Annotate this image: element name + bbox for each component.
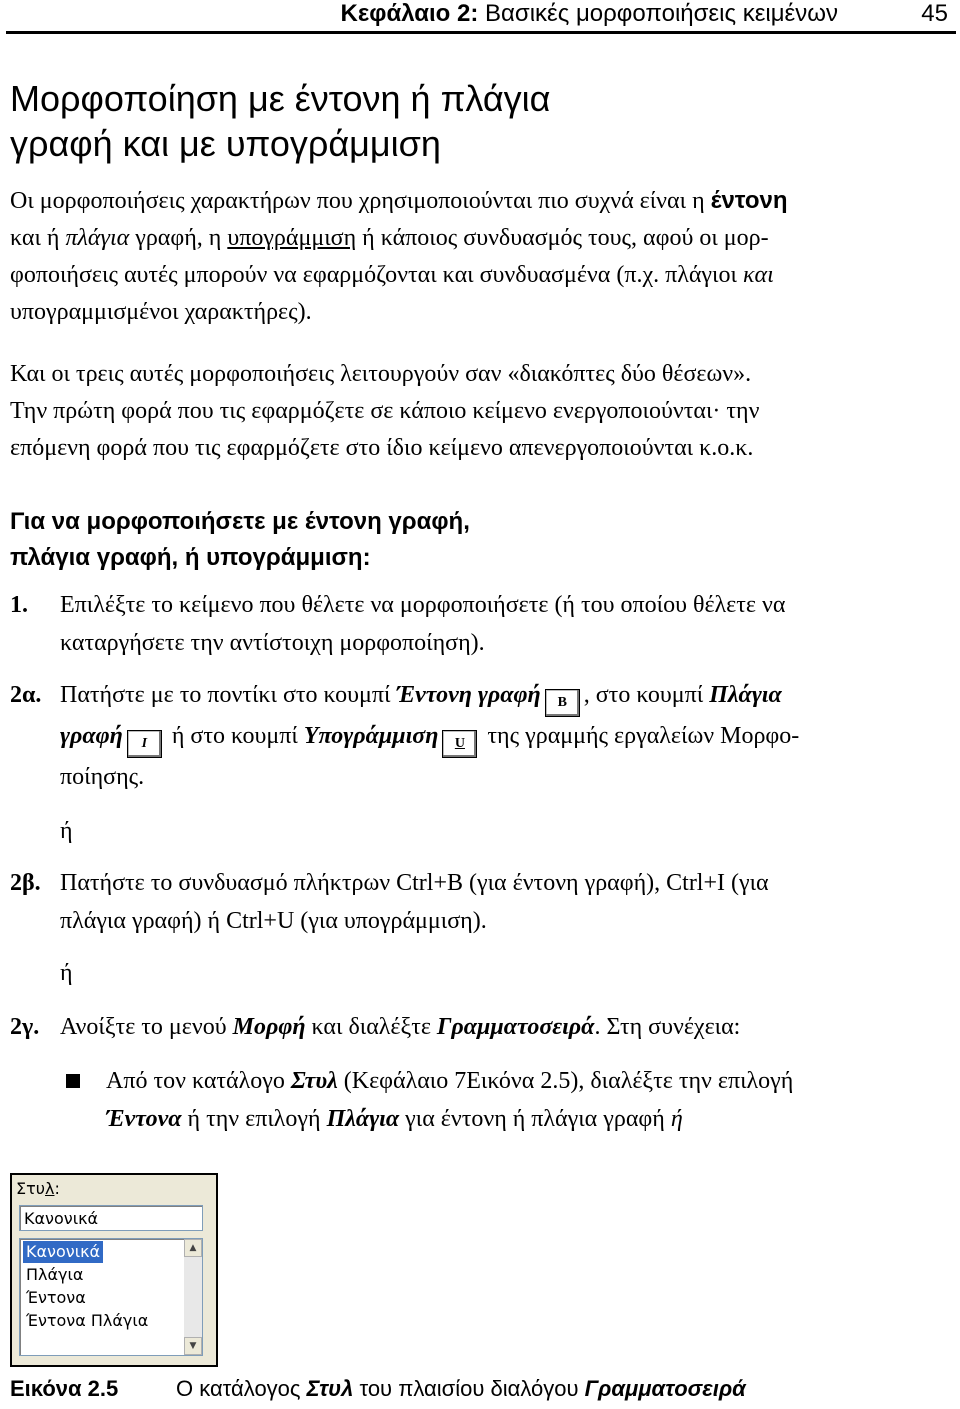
chapter-title <box>341 0 838 28</box>
style-input[interactable]: Κανονικά <box>19 1205 203 1231</box>
chapter-number: Κεφάλαιο 2: <box>340 0 479 27</box>
intro-line: Οι μορφοποιήσεις χαρακτήρων που χρησιμοποιούνται πιο συχνά είναι η έντονη <box>10 187 788 214</box>
step-2a: 2α. Πατήστε με το ποντίκι στο κουμπί Έντονη γραφή B , στο κουμπί Πλάγια γραφή I ή στο κουμπί Υπογράμμιση U της γραμμής εργαλείων Μορφο- ποίησης. <box>10 676 955 796</box>
figure-number: Εικόνα 2.5 <box>10 1376 119 1401</box>
or-separator: ή <box>60 818 73 844</box>
list-item[interactable]: Έντονα <box>26 1288 86 1307</box>
list-item[interactable]: Έντονα Πλάγια <box>26 1311 149 1330</box>
page-header <box>0 0 958 30</box>
list-item[interactable]: Κανονικά <box>23 1241 103 1263</box>
style-listbox[interactable] <box>19 1238 203 1356</box>
step-2c: 2γ. Ανοίξτε το μενού Μορφή και διαλέξτε Γραμματοσειρά. Στη συνέχεια: <box>10 1008 955 1048</box>
menu-name: Μορφή <box>232 1014 306 1040</box>
list-item[interactable]: Πλάγια <box>26 1265 84 1284</box>
scroll-up-icon[interactable]: ▲ <box>184 1239 202 1257</box>
underline-example: υπογράμμιση <box>227 225 357 251</box>
italic-icon: I <box>127 730 162 758</box>
or-separator: ή <box>60 960 73 986</box>
bold-example: έντονη <box>710 187 788 214</box>
header-rule <box>6 31 956 34</box>
scroll-down-icon[interactable]: ▼ <box>184 1337 202 1355</box>
bullet-square-icon <box>66 1074 80 1088</box>
procedure-heading: Για να μορφοποιήσετε με έντονη γραφή, πλάγια γραφή, ή υπογράμμιση: <box>10 508 470 571</box>
scrollbar[interactable] <box>184 1239 202 1355</box>
style-label: Στυλ: <box>16 1179 60 1198</box>
italic-example: πλάγια <box>65 225 130 251</box>
step-number: 2β. <box>10 870 41 896</box>
step-number: 2α. <box>10 682 42 708</box>
intro-line: υπογραμμισμένοι χαρακτήρες). <box>10 299 312 325</box>
step-2b: 2β. Πατήστε το συνδυασμό πλήκτρων Ctrl+B (για έντονη γραφή), Ctrl+I (για πλάγια γραφή) ή Ctrl+U (για υπογράμμιση). <box>10 864 955 944</box>
bold-icon: B <box>545 689 580 717</box>
underline-icon: U <box>442 730 477 758</box>
bullet-item: Από τον κατάλογο Στυλ (Κεφάλαιο 7Εικόνα 2.5), διαλέξτε την επιλογή Έντονα ή την επιλογή Πλάγια για έντονη ή πλάγια γραφή ή <box>106 1068 794 1132</box>
section-title-line2: γραφή και με υπογράμμιση <box>10 123 441 164</box>
intro-paragraph <box>10 182 955 331</box>
toggle-paragraph: Και οι τρεις αυτές μορφοποιήσεις λειτουργούν σαν «διακόπτες δύο θέσεων». Την πρώτη φορά που τις εφαρμόζετε σε κάποιο κείμενο ενεργοποιούνται· την επόμενη φορά που τις εφαρμόζετε στο ίδιο κείμενο απενεργοποιούνται κ.ο.κ. <box>10 361 760 461</box>
section-title <box>10 76 950 166</box>
command-name: Γραμματοσειρά <box>436 1014 595 1040</box>
page-number: 45 <box>921 0 948 27</box>
figure-style-list <box>10 1173 218 1367</box>
bold-button-name: Έντονη γραφή <box>396 682 541 708</box>
step-1: 1. Επιλέξτε το κείμενο που θέλετε να μορφοποιήσετε (ή του οποίου θέλετε να καταργήσετε την αντίστοιχη μορφοποίηση). <box>10 586 955 666</box>
step-number: 1. <box>10 592 28 618</box>
section-title-line1: Μορφοποίηση με έντονη ή πλάγια <box>10 78 551 119</box>
italic-button-name: Πλάγια <box>709 682 782 708</box>
chapter-name: Βασικές μορφοποιήσεις κειμένων <box>485 0 838 27</box>
underline-button-name: Υπογράμμιση <box>303 723 439 749</box>
intro-line: και ή πλάγια γραφή, η υπογράμμιση ή κάποιος συνδυασμός τους, αφού οι μορ- <box>10 225 769 251</box>
step-number: 2γ. <box>10 1014 40 1040</box>
intro-line: φοποιήσεις αυτές μπορούν να εφαρμόζονται και συνδυασμένα (π.χ. πλάγιοι και <box>10 262 774 288</box>
figure-caption: Ο κατάλογος Στυλ του πλαισίου διαλόγου Γραμματοσειρά <box>176 1376 746 1401</box>
